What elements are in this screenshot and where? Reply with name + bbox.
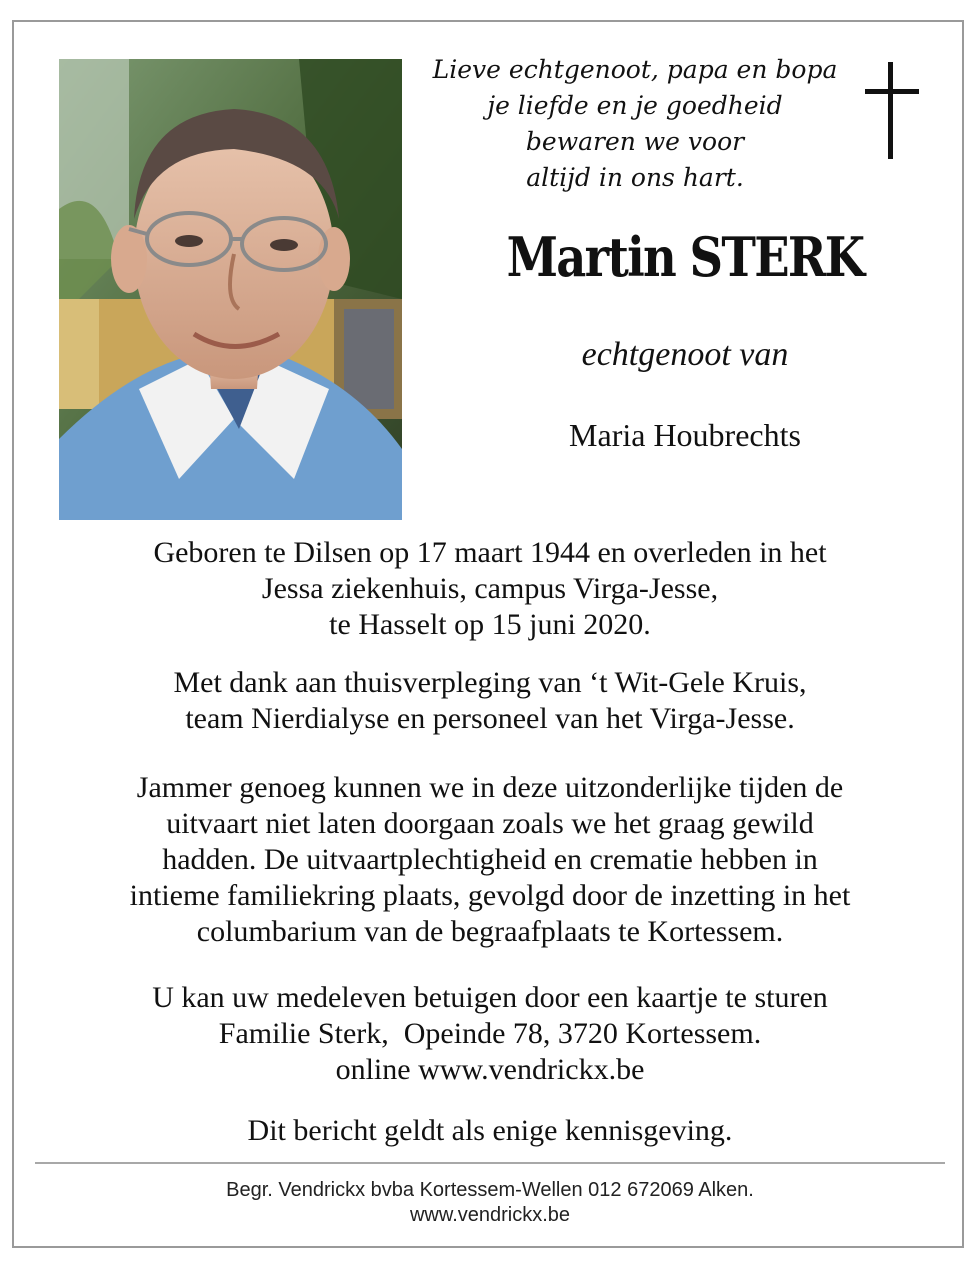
text-line: Familie Sterk, Opeinde 78, 3720 Kortessem.	[218, 1017, 762, 1050]
text-line: columbarium van de begraafplaats te Kortessem.	[196, 915, 784, 948]
text-line: intieme familiekring plaats, gevolgd door de inzetting in het	[129, 879, 851, 912]
text-line: Met dank aan thuisverpleging van ‘t Wit-Gele Kruis,	[173, 666, 807, 699]
footer-line: Begr. Vendrickx bvba Kortessem-Wellen 012 672069 Alken.	[226, 1179, 754, 1201]
footer-line: www.vendrickx.be	[409, 1204, 571, 1226]
ceremony-paragraph	[30, 770, 950, 950]
text-line: Jammer genoeg kunnen we in deze uitzonderlijke tijden de	[136, 771, 844, 804]
condolences-paragraph	[30, 980, 950, 1088]
cross-icon	[862, 62, 922, 164]
spouse-name: Maria Houbrechts	[569, 417, 801, 453]
text-line: team Nierdialyse en personeel van het Virga-Jesse.	[185, 702, 795, 735]
memorial-verse	[415, 52, 855, 196]
thanks-paragraph	[30, 665, 950, 737]
text-line: te Hasselt op 15 juni 2020.	[329, 608, 651, 641]
text-line: hadden. De uitvaartplechtigheid en crematie hebben in	[162, 843, 818, 876]
footer-divider	[35, 1162, 945, 1164]
deceased-name: Martin STERK	[506, 225, 864, 289]
text-line: U kan uw medeleven betuigen door een kaartje te sturen	[152, 981, 828, 1014]
verse-line: je liefde en je goedheid	[487, 91, 783, 120]
notice-text: Dit bericht geldt als enige kennisgeving.	[247, 1114, 733, 1147]
verse-line: altijd in ons hart.	[526, 163, 744, 192]
birth-death-paragraph	[30, 535, 950, 643]
text-line: online www.vendrickx.be	[335, 1053, 645, 1086]
funeral-home-footer	[30, 1178, 950, 1228]
spouse-label: echtgenoot van	[581, 336, 789, 373]
verse-line: Lieve echtgenoot, papa en bopa	[432, 55, 838, 84]
portrait-photo	[59, 59, 402, 520]
text-line: Geboren te Dilsen op 17 maart 1944 en overleden in het	[153, 536, 827, 569]
text-line: Jessa ziekenhuis, campus Virga-Jesse,	[261, 572, 719, 605]
text-line: uitvaart niet laten doorgaan zoals we het graag gewild	[166, 807, 814, 840]
verse-line: bewaren we voor	[525, 127, 745, 156]
